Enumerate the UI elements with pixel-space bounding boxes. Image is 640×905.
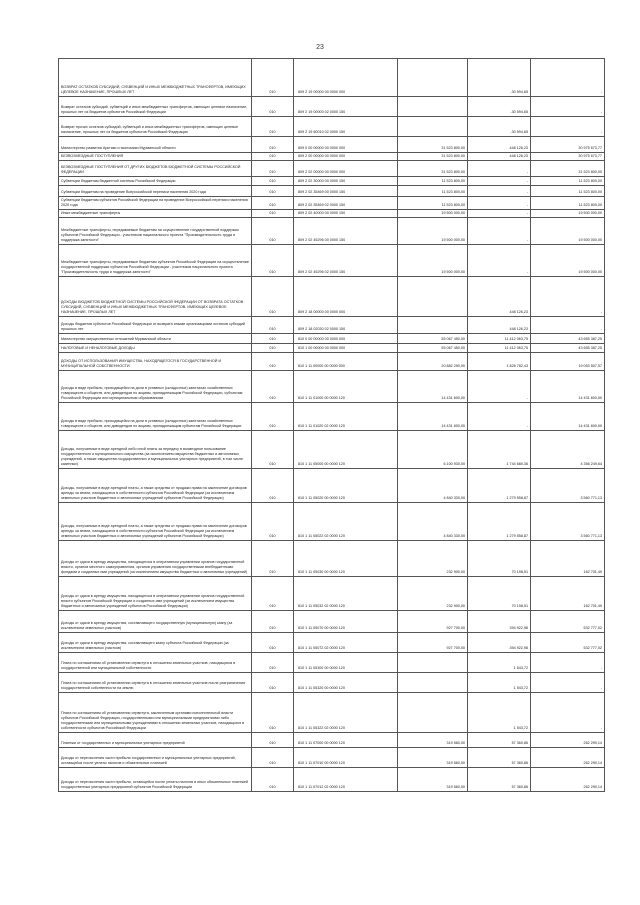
row-kbk-cell: 810 1 11 07010 00 0000 120 bbox=[294, 747, 398, 767]
row-executed-cell: 57 360,86 bbox=[468, 747, 531, 767]
table-row bbox=[59, 186, 605, 197]
row-code-cell: 010 bbox=[252, 468, 294, 502]
table-row bbox=[59, 59, 605, 97]
table-row bbox=[59, 333, 605, 343]
table-row bbox=[59, 370, 605, 402]
row-kbk-cell: 809 2 02 30000 00 0000 150 bbox=[294, 177, 398, 186]
table-row bbox=[59, 244, 605, 276]
table-row bbox=[59, 402, 605, 430]
table-row bbox=[59, 767, 605, 791]
row-remaining-cell: 262 299,14 bbox=[531, 732, 605, 747]
row-code-cell: 010 bbox=[252, 209, 294, 217]
row-executed-cell: - bbox=[468, 197, 531, 210]
row-remaining-cell: 4 356 249,64 bbox=[531, 430, 605, 468]
row-name-cell: ДОХОДЫ БЮДЖЕТОВ БЮДЖЕТНОЙ СИСТЕМЫ РОССИЙСКОЙ ФЕДЕРАЦИИ ОТ ВОЗВРАТА ОСТАТКОВ СУБСИДИЙ, СУБВЕНЦИЙ И ИНЫХ МЕЖБЮДЖЕТНЫХ ТРАНСФЕРТОВ, ИМЕЮЩИХ ЦЕЛЕВОЕ НАЗНАЧЕНИЕ, ПРОШЛЫХ ЛЕТ bbox=[59, 276, 252, 316]
row-kbk-cell: 809 2 00 00000 00 0000 000 bbox=[294, 153, 398, 161]
row-executed-cell: 11 412 063,75 bbox=[468, 333, 531, 343]
row-approved-cell: 31 523 800,00 bbox=[398, 153, 468, 161]
row-approved-cell bbox=[398, 672, 468, 692]
table-row bbox=[59, 276, 605, 316]
row-name-cell: Доходы от сдачи в аренду имущества, находящегося в оперативном управлении органов государственной власти, органов местного самоуправления, органов управления государственными внебюджетными фондами и созданных ими учреждений (за исключением имущества бюджетных и автономных учреждений) bbox=[59, 540, 252, 576]
row-kbk-cell: 810 1 11 01020 02 0000 120 bbox=[294, 402, 398, 430]
table-row bbox=[59, 502, 605, 540]
row-code-cell: 010 bbox=[252, 137, 294, 153]
row-executed-cell: 57 360,86 bbox=[468, 767, 531, 791]
row-code-cell: 010 bbox=[252, 276, 294, 316]
table-row bbox=[59, 652, 605, 672]
row-remaining-cell: - bbox=[531, 117, 605, 137]
row-code-cell: 010 bbox=[252, 732, 294, 747]
row-name-cell: Возврат остатков субсидий, субвенций и иных межбюджетных трансфертов, имеющих целевое назначение, прошлых лет из бюджетов субъектов Российской Федерации bbox=[59, 97, 252, 117]
row-name-cell: Доходы в виде прибыли, приходящейся на доли в уставных (складочных) капиталах хозяйственных товариществ и обществ, или дивидендов по акциям, принадлежащим Российской Федерации, субъектам Российской Федерации или муниципальным образованиям bbox=[59, 370, 252, 402]
row-name-cell: Плата по соглашениям об установлении сервитута в отношении земельных участков после разграничения государственной собственности на землю bbox=[59, 672, 252, 692]
row-executed-cell: 1 744 680,36 bbox=[468, 430, 531, 468]
row-remaining-cell: 19 500 000,00 bbox=[531, 209, 605, 217]
row-approved-cell: 11 523 800,00 bbox=[398, 186, 468, 197]
row-approved-cell: 19 500 000,00 bbox=[398, 244, 468, 276]
table-row bbox=[59, 352, 605, 370]
row-name-cell: БЕЗВОЗМЕЗДНЫЕ ПОСТУПЛЕНИЯ ОТ ДРУГИХ БЮДЖЕТОВ БЮДЖЕТНОЙ СИСТЕМЫ РОССИЙСКОЙ ФЕДЕРАЦИИ bbox=[59, 161, 252, 177]
row-executed-cell: 1 279 558,87 bbox=[468, 468, 531, 502]
row-executed-cell: - bbox=[468, 370, 531, 402]
row-kbk-cell: 809 2 18 00000 00 0000 000 bbox=[294, 276, 398, 316]
row-code-cell: 010 bbox=[252, 217, 294, 244]
table-row bbox=[59, 197, 605, 210]
row-executed-cell: 11 412 063,75 bbox=[468, 343, 531, 352]
page-number: 23 bbox=[316, 44, 324, 51]
row-remaining-cell: 19 500 000,00 bbox=[531, 217, 605, 244]
row-executed-cell: 1 828 782,43 bbox=[468, 352, 531, 370]
table-row bbox=[59, 672, 605, 692]
row-executed-cell: 1 543,72 bbox=[468, 672, 531, 692]
row-remaining-cell: 11 523 800,00 bbox=[531, 177, 605, 186]
row-approved-cell: 4 840 330,00 bbox=[398, 502, 468, 540]
table-row bbox=[59, 343, 605, 352]
row-name-cell: Межбюджетные трансферты, передаваемые бюджетам на осуществление государственной поддержки субъектов Российской Федерации - участников национального проекта "Производительность труда и поддержка занятости" bbox=[59, 217, 252, 244]
row-name-cell: Доходы бюджетов субъектов Российской Федерации от возврата иными организациями остатков субсидий прошлых лет bbox=[59, 316, 252, 333]
row-name-cell: Платежи от государственных и муниципальных унитарных предприятий bbox=[59, 732, 252, 747]
row-kbk-cell: 810 1 11 05070 00 0000 120 bbox=[294, 610, 398, 632]
row-name-cell: Плата по соглашениям об установлении сервитута в отношении земельных участков, находящихся в государственной или муниципальной собственности bbox=[59, 652, 252, 672]
row-approved-cell: 31 523 800,00 bbox=[398, 137, 468, 153]
row-executed-cell: 448 126,23 bbox=[468, 153, 531, 161]
row-approved-cell: 55 067 450,00 bbox=[398, 333, 468, 343]
row-approved-cell bbox=[398, 59, 468, 97]
row-kbk-cell: 809 0 00 00000 00 0000 000 bbox=[294, 137, 398, 153]
row-executed-cell: 1 543,72 bbox=[468, 652, 531, 672]
row-code-cell: 010 bbox=[252, 502, 294, 540]
row-executed-cell: - bbox=[468, 402, 531, 430]
table-row bbox=[59, 747, 605, 767]
row-kbk-cell: 810 1 11 05322 02 0000 120 bbox=[294, 692, 398, 732]
row-approved-cell: 11 523 800,00 bbox=[398, 197, 468, 210]
row-name-cell: Доходы от сдачи в аренду имущества, составляющего казну субъекта Российской Федерации (за исключением земельных участков) bbox=[59, 632, 252, 652]
row-kbk-cell: 809 2 02 35469 02 0000 150 bbox=[294, 197, 398, 210]
row-kbk-cell: 809 2 02 45296 02 0000 150 bbox=[294, 244, 398, 276]
row-executed-cell: 448 126,23 bbox=[468, 276, 531, 316]
row-code-cell: 010 bbox=[252, 97, 294, 117]
row-remaining-cell: - bbox=[531, 672, 605, 692]
row-approved-cell: 232 900,00 bbox=[398, 576, 468, 610]
table-row bbox=[59, 217, 605, 244]
table-row bbox=[59, 692, 605, 732]
row-code-cell: 010 bbox=[252, 343, 294, 352]
row-kbk-cell: 810 1 11 05032 02 0000 120 bbox=[294, 576, 398, 610]
row-name-cell: НАЛОГОВЫЕ И НЕНАЛОГОВЫЕ ДОХОДЫ bbox=[59, 343, 252, 352]
row-remaining-cell: - bbox=[531, 652, 605, 672]
row-executed-cell: 1 279 558,87 bbox=[468, 502, 531, 540]
row-name-cell: Доходы, получаемые в виде арендной либо иной платы за передачу в возмездное пользование государственного и муниципального имущества (за исключением имущества бюджетных и автономных учреждений, а также имущества государственных и муниципальных унитарных предприятий, в том числе казенных) bbox=[59, 430, 252, 468]
row-remaining-cell: 11 523 800,00 bbox=[531, 197, 605, 210]
row-kbk-cell: 810 1 11 05020 00 0000 120 bbox=[294, 468, 398, 502]
row-code-cell: 010 bbox=[252, 576, 294, 610]
row-code-cell: 010 bbox=[252, 540, 294, 576]
row-approved-cell: 11 523 800,00 bbox=[398, 177, 468, 186]
row-remaining-cell: 19 500 000,00 bbox=[531, 244, 605, 276]
row-code-cell: 010 bbox=[252, 117, 294, 137]
row-executed-cell: 70 198,51 bbox=[468, 540, 531, 576]
table-row bbox=[59, 632, 605, 652]
row-kbk-cell: 809 2 02 40000 00 0000 150 bbox=[294, 209, 398, 217]
row-remaining-cell: 532 777,02 bbox=[531, 632, 605, 652]
row-code-cell: 010 bbox=[252, 430, 294, 468]
row-remaining-cell: 43 655 387,25 bbox=[531, 333, 605, 343]
row-approved-cell: 14 431 600,00 bbox=[398, 402, 468, 430]
row-kbk-cell: 809 2 18 02030 02 0000 150 bbox=[294, 316, 398, 333]
row-remaining-cell: 262 299,14 bbox=[531, 767, 605, 791]
row-executed-cell: 57 360,86 bbox=[468, 732, 531, 747]
row-executed-cell: -30 594,65 bbox=[468, 117, 531, 137]
row-code-cell: 010 bbox=[252, 161, 294, 177]
row-kbk-cell: 809 2 02 35469 00 0000 150 bbox=[294, 186, 398, 197]
row-executed-cell: - bbox=[468, 209, 531, 217]
row-kbk-cell: 810 1 11 00000 00 0000 000 bbox=[294, 352, 398, 370]
table-row bbox=[59, 576, 605, 610]
row-remaining-cell: 30 975 673,77 bbox=[531, 137, 605, 153]
row-code-cell: 010 bbox=[252, 153, 294, 161]
row-code-cell: 010 bbox=[252, 610, 294, 632]
row-remaining-cell: 162 701,49 bbox=[531, 576, 605, 610]
table-row bbox=[59, 97, 605, 117]
row-executed-cell: 70 198,51 bbox=[468, 576, 531, 610]
row-executed-cell: - bbox=[468, 177, 531, 186]
row-name-cell: Субвенции бюджетам на проведение Всероссийской переписи населения 2020 года bbox=[59, 186, 252, 197]
row-kbk-cell: 809 2 02 45296 00 0000 150 bbox=[294, 217, 398, 244]
row-kbk-cell: 810 1 11 05072 02 0000 120 bbox=[294, 632, 398, 652]
row-approved-cell: 232 900,00 bbox=[398, 540, 468, 576]
row-code-cell: 010 bbox=[252, 747, 294, 767]
row-approved-cell: 319 560,00 bbox=[398, 732, 468, 747]
row-code-cell: 010 bbox=[252, 197, 294, 210]
row-code-cell: 010 bbox=[252, 316, 294, 333]
row-executed-cell: - bbox=[468, 186, 531, 197]
row-kbk-cell: 810 1 11 05022 02 0000 120 bbox=[294, 502, 398, 540]
row-kbk-cell: 810 1 11 05030 00 0000 120 bbox=[294, 540, 398, 576]
row-remaining-cell: 31 523 800,00 bbox=[531, 161, 605, 177]
row-approved-cell: 31 523 800,00 bbox=[398, 161, 468, 177]
row-code-cell: 010 bbox=[252, 692, 294, 732]
row-executed-cell: -30 594,65 bbox=[468, 59, 531, 97]
row-code-cell: 010 bbox=[252, 402, 294, 430]
row-name-cell: Субвенции бюджетам бюджетной системы Российской Федерации bbox=[59, 177, 252, 186]
row-code-cell: 010 bbox=[252, 352, 294, 370]
row-name-cell: Плата по соглашениям об установлении сервитута, заключенным органами исполнительной власти субъектов Российской Федерации, государственными или муниципальными предприятиями либо государственными или муниципальными учреждениями в отношении земельных участков, находящихся в собственности субъектов Российской Федерации bbox=[59, 692, 252, 732]
row-approved-cell bbox=[398, 276, 468, 316]
row-code-cell: 010 bbox=[252, 186, 294, 197]
row-executed-cell: 448 126,23 bbox=[468, 137, 531, 153]
row-name-cell: Доходы от сдачи в аренду имущества, находящегося в оперативном управлении органов государственной власти субъектов Российской Федерации и созданных ими учреждений (за исключением имущества бюджетных и автономных учреждений субъектов Российской Федерации) bbox=[59, 576, 252, 610]
table-row bbox=[59, 732, 605, 747]
row-remaining-cell: - bbox=[531, 59, 605, 97]
row-kbk-cell: 810 1 00 00000 00 0000 000 bbox=[294, 343, 398, 352]
row-kbk-cell: 810 1 11 01000 00 0000 120 bbox=[294, 370, 398, 402]
table-row bbox=[59, 316, 605, 333]
row-approved-cell bbox=[398, 692, 468, 732]
row-kbk-cell: 809 2 02 00000 00 0000 000 bbox=[294, 161, 398, 177]
row-executed-cell: 394 922,98 bbox=[468, 610, 531, 632]
row-name-cell: Министерство имущественных отношений Мурманской области bbox=[59, 333, 252, 343]
row-kbk-cell: 810 1 11 05000 00 0000 120 bbox=[294, 430, 398, 468]
row-remaining-cell: 14 431 600,00 bbox=[531, 402, 605, 430]
row-name-cell: Министерство развития Арктики и экономики Мурманской области bbox=[59, 137, 252, 153]
row-name-cell: Доходы в виде прибыли, приходящейся на доли в уставных (складочных) капиталах хозяйственных товариществ и обществ, или дивидендов по акциям, принадлежащим субъектам Российской Федерации bbox=[59, 402, 252, 430]
row-approved-cell: 6 100 930,00 bbox=[398, 430, 468, 468]
row-name-cell: ДОХОДЫ ОТ ИСПОЛЬЗОВАНИЯ ИМУЩЕСТВА, НАХОДЯЩЕГОСЯ В ГОСУДАРСТВЕННОЙ И МУНИЦИПАЛЬНОЙ СОБСТВЕННОСТИ bbox=[59, 352, 252, 370]
row-name-cell: Иные межбюджетные трансферты bbox=[59, 209, 252, 217]
row-name-cell: Доходы, получаемые в виде арендной платы, а также средства от продажи права на заключение договоров аренды за земли, находящиеся в собственности субъектов Российской Федерации (за исключением земельных участков бюджетных и автономных учреждений субъектов Российской Федерации) bbox=[59, 468, 252, 502]
row-approved-cell bbox=[398, 117, 468, 137]
table-row bbox=[59, 117, 605, 137]
row-name-cell: Доходы от перечисления части прибыли государственных и муниципальных унитарных предприятий, остающейся после уплаты налогов и обязательных платежей bbox=[59, 747, 252, 767]
table-row bbox=[59, 161, 605, 177]
row-executed-cell: - bbox=[468, 244, 531, 276]
row-executed-cell: 394 922,98 bbox=[468, 632, 531, 652]
row-executed-cell: -30 594,65 bbox=[468, 97, 531, 117]
table-body bbox=[59, 59, 605, 792]
row-kbk-cell: 810 1 11 07000 00 0000 120 bbox=[294, 732, 398, 747]
row-code-cell: 010 bbox=[252, 177, 294, 186]
row-name-cell: БЕЗВОЗМЕЗДНЫЕ ПОСТУПЛЕНИЯ bbox=[59, 153, 252, 161]
row-remaining-cell: 14 431 600,00 bbox=[531, 370, 605, 402]
row-approved-cell: 927 700,00 bbox=[398, 632, 468, 652]
row-executed-cell: - bbox=[468, 161, 531, 177]
row-name-cell: Межбюджетные трансферты, передаваемые бюджетам субъектов Российской Федерации на осуществление государственной поддержки субъектов Российской Федерации - участников национального проекта "Производительность труда и поддержка занятости" bbox=[59, 244, 252, 276]
row-kbk-cell: 810 0 00 00000 00 0000 000 bbox=[294, 333, 398, 343]
row-approved-cell bbox=[398, 97, 468, 117]
row-name-cell: Доходы от перечисления части прибыли, остающейся после уплаты налогов и иных обязательных платежей государственных унитарных предприятий субъектов Российской Федерации bbox=[59, 767, 252, 791]
row-executed-cell: 448 126,23 bbox=[468, 316, 531, 333]
row-code-cell: 010 bbox=[252, 672, 294, 692]
row-remaining-cell: 43 655 387,25 bbox=[531, 343, 605, 352]
table-row bbox=[59, 153, 605, 161]
row-code-cell: 010 bbox=[252, 767, 294, 791]
row-remaining-cell: 30 975 673,77 bbox=[531, 153, 605, 161]
row-approved-cell: 19 500 000,00 bbox=[398, 209, 468, 217]
row-name-cell: Возврат прочих остатков субсидий, субвенций и иных межбюджетных трансфертов, имеющих целевое назначение, прошлых лет из бюджетов субъектов Российской Федерации bbox=[59, 117, 252, 137]
row-remaining-cell: - bbox=[531, 692, 605, 732]
row-approved-cell: 14 431 600,00 bbox=[398, 370, 468, 402]
row-executed-cell: 1 543,72 bbox=[468, 692, 531, 732]
row-remaining-cell: 3 560 771,13 bbox=[531, 502, 605, 540]
row-remaining-cell: 162 701,49 bbox=[531, 540, 605, 576]
row-remaining-cell: 11 523 800,00 bbox=[531, 186, 605, 197]
row-remaining-cell: 19 053 507,57 bbox=[531, 352, 605, 370]
row-kbk-cell: 809 2 19 00000 02 0000 150 bbox=[294, 97, 398, 117]
row-approved-cell: 927 700,00 bbox=[398, 610, 468, 632]
budget-revenue-table bbox=[58, 58, 605, 792]
table-row bbox=[59, 430, 605, 468]
row-remaining-cell: 262 299,14 bbox=[531, 747, 605, 767]
table-row bbox=[59, 468, 605, 502]
row-code-cell: 010 bbox=[252, 59, 294, 97]
row-approved-cell: 4 840 330,00 bbox=[398, 468, 468, 502]
row-approved-cell bbox=[398, 652, 468, 672]
row-approved-cell: 20 882 290,00 bbox=[398, 352, 468, 370]
table-row bbox=[59, 177, 605, 186]
table-row bbox=[59, 610, 605, 632]
row-approved-cell: 19 500 000,00 bbox=[398, 217, 468, 244]
row-approved-cell: 319 560,00 bbox=[398, 747, 468, 767]
row-remaining-cell: - bbox=[531, 97, 605, 117]
row-code-cell: 010 bbox=[252, 333, 294, 343]
row-remaining-cell: 532 777,02 bbox=[531, 610, 605, 632]
row-kbk-cell: 809 2 19 60010 02 0000 150 bbox=[294, 117, 398, 137]
row-name-cell: Субвенции бюджетам субъектов Российской Федерации на проведение Всероссийской переписи населения 2020 года bbox=[59, 197, 252, 210]
row-code-cell: 010 bbox=[252, 370, 294, 402]
row-remaining-cell: - bbox=[531, 276, 605, 316]
row-code-cell: 010 bbox=[252, 632, 294, 652]
row-kbk-cell: 810 1 11 05300 00 0000 120 bbox=[294, 652, 398, 672]
table-row bbox=[59, 209, 605, 217]
row-code-cell: 010 bbox=[252, 244, 294, 276]
row-name-cell: ВОЗВРАТ ОСТАТКОВ СУБСИДИЙ, СУБВЕНЦИЙ И ИНЫХ МЕЖБЮДЖЕТНЫХ ТРАНСФЕРТОВ, ИМЕЮЩИХ ЦЕЛЕВОЕ НАЗНАЧЕНИЕ, ПРОШЛЫХ ЛЕТ bbox=[59, 59, 252, 97]
row-remaining-cell: - bbox=[531, 316, 605, 333]
row-remaining-cell: 3 560 771,13 bbox=[531, 468, 605, 502]
row-name-cell: Доходы, получаемые в виде арендной платы, а также средства от продажи права на заключение договоров аренды за земли, находящиеся в собственности субъектов Российской Федерации (за исключением земельных участков бюджетных и автономных учреждений субъектов Российской Федерации) bbox=[59, 502, 252, 540]
row-kbk-cell: 810 1 11 07012 02 0000 120 bbox=[294, 767, 398, 791]
row-executed-cell: - bbox=[468, 217, 531, 244]
row-approved-cell: 55 067 450,00 bbox=[398, 343, 468, 352]
row-approved-cell: 319 560,00 bbox=[398, 767, 468, 791]
row-name-cell: Доходы от сдачи в аренду имущества, составляющего государственную (муниципальную) казну (за исключением земельных участков) bbox=[59, 610, 252, 632]
row-kbk-cell: 809 2 19 00000 00 0000 000 bbox=[294, 59, 398, 97]
row-approved-cell bbox=[398, 316, 468, 333]
row-kbk-cell: 810 1 11 05320 00 0000 120 bbox=[294, 672, 398, 692]
table-row bbox=[59, 540, 605, 576]
row-code-cell: 010 bbox=[252, 652, 294, 672]
table-row bbox=[59, 137, 605, 153]
